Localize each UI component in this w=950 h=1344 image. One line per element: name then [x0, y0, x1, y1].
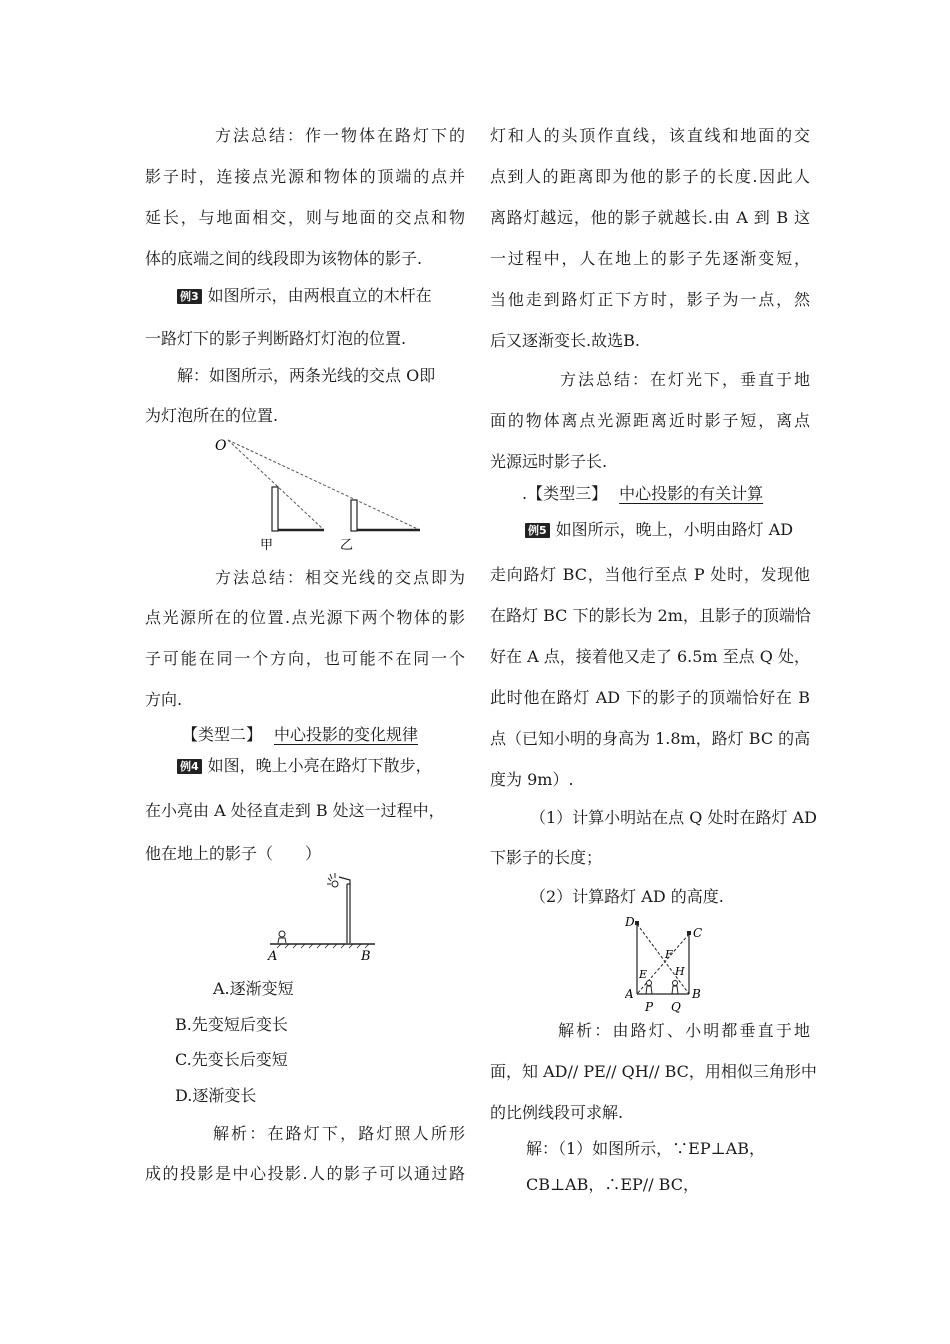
- example-4-line-1: [145, 752, 465, 780]
- example-5-tag: 例5: [525, 523, 550, 538]
- example-5-line-1: [490, 516, 810, 544]
- question-1-line-1: （1）计算小明站在点 Q 处时在路灯 AD: [530, 808, 817, 827]
- point-p-label: P: [645, 1000, 654, 1014]
- person-at-q-icon: [673, 981, 678, 986]
- type-3-heading: [490, 480, 810, 508]
- example-5-line-3: 在路灯 BC 下的影长为 2m，且影子的顶端恰: [490, 606, 811, 625]
- analysis-4-line-4: 点到人的距离即为他的影子的长度.因此人: [490, 167, 810, 186]
- point-c-label: C: [693, 926, 703, 940]
- summary-2-line-4: 方向.: [145, 690, 183, 709]
- summary-3-line-3: 光源远时影子长.: [490, 452, 608, 471]
- lamp-c-icon: [687, 931, 691, 935]
- analysis-4-line-1: 解析：在路灯下，路灯照人所形: [213, 1124, 465, 1143]
- light-point-o-label: O: [215, 438, 227, 454]
- point-b-label-fig3: B: [692, 987, 701, 1001]
- option-d: D.逐渐变长: [175, 1086, 257, 1105]
- example-5-line-2: 走向路灯 BC，当他行至点 P 处时，发现他: [490, 565, 810, 584]
- point-q-label: Q: [671, 1000, 681, 1014]
- point-a-label-fig3: A: [625, 987, 634, 1001]
- lamp-d-icon: [635, 921, 639, 925]
- example-5-line-7: 度为 9m）.: [490, 770, 574, 789]
- pole-yi-label: 乙: [340, 538, 354, 553]
- example-4-text: 如图，晚上小亮在路灯下散步，: [207, 756, 432, 775]
- point-d-label: D: [625, 915, 635, 929]
- type-2-bracket: 【类型二】: [182, 725, 263, 744]
- example-5-line-5: 此时他在路灯 AD 下的影子的顶端恰好在 B: [490, 688, 810, 707]
- pole-jia-label: 甲: [260, 538, 274, 553]
- solution-3-line-1: 解：如图所示，两条光线的交点 O即: [177, 366, 436, 385]
- summary-3-line-2: 面的物体离点光源距离近时影子短，离点: [490, 411, 810, 430]
- example-3-tag: 例3: [177, 289, 202, 304]
- type-3-bracket: .【类型三】: [522, 484, 608, 503]
- example-3-text: 如图所示，由两根直立的木杆在: [207, 286, 432, 305]
- two-lamps-figure: [625, 910, 715, 1022]
- analysis-4-line-5: 离路灯越远，他的影子就越长.由 A 到 B 这: [490, 208, 810, 227]
- option-c: C.先变长后变短: [175, 1050, 288, 1069]
- summary-2-line-1: 方法总结：相交光线的交点即为: [215, 568, 465, 587]
- option-b: B.先变短后变长: [175, 1015, 288, 1034]
- example-3-line-2: 一路灯下的影子判断路灯灯泡的位置.: [145, 329, 407, 348]
- summary-3-line-1: 方法总结：在灯光下，垂直于地: [560, 370, 810, 389]
- pole-jia: [272, 487, 278, 531]
- question-2: （2）计算路灯 AD 的高度.: [530, 887, 724, 906]
- ray-c-to-a: [637, 934, 689, 994]
- example-4-tag: 例4: [177, 759, 202, 774]
- light-ray-2: [228, 440, 420, 530]
- summary-2-line-2: 点光源所在的位置.点光源下两个物体的影: [145, 608, 465, 627]
- point-h-label: H: [675, 965, 685, 978]
- example-5-line-4: 好在 A 点，接着他又走了 6.5m 至点 Q 处，: [490, 647, 810, 666]
- type-2-title: 中心投影的变化规律: [274, 725, 419, 744]
- example-5-line-6: 点（已知小明的身高为 1.8m，路灯 BC 的高: [490, 729, 811, 748]
- analysis-4-line-6: 一过程中，人在地上的影子先逐渐变短，: [490, 249, 810, 268]
- analysis-5-line-1: 解析：由路灯、小明都垂直于地: [558, 1021, 810, 1040]
- summary-1-line-1: 方法总结：作一物体在路灯下的: [215, 126, 465, 145]
- point-f-label: F: [665, 948, 673, 961]
- person-at-p-icon: [647, 981, 652, 986]
- type-3-title: 中心投影的有关计算: [619, 484, 764, 503]
- person-icon: [279, 931, 285, 937]
- ray-d-to-b: [637, 924, 689, 994]
- solution-5-line-1: 解：（1）如图所示，∵EP⊥AB，: [526, 1139, 765, 1158]
- example-4-line-3: 他在地上的影子（ ）: [145, 844, 322, 863]
- analysis-4-line-7: 当他走到路灯正下方时，影子为一点，然: [490, 290, 810, 309]
- analysis-4-line-3: 灯和人的头顶作直线，该直线和地面的交: [490, 126, 810, 145]
- solution-5-line-2: CB⊥AB，∴EP// BC，: [526, 1175, 699, 1194]
- type-2-heading: [145, 721, 465, 749]
- summary-1-line-3: 延长，与地面相交，则与地面的交点和物: [145, 208, 465, 227]
- point-b-label: B: [361, 949, 371, 964]
- example-5-text: 如图所示，晚上，小明由路灯 AD: [555, 520, 794, 539]
- example-4-line-2: 在小亮由 A 处径直走到 B 处这一过程中，: [145, 801, 445, 820]
- summary-1-line-2: 影子时，连接点光源和物体的顶端的点并: [145, 167, 465, 186]
- summary-2-line-3: 子可能在同一个方向，也可能不在同一个: [145, 649, 465, 668]
- pole-yi: [351, 500, 357, 531]
- lamp-bulb-icon: [332, 881, 338, 887]
- point-e-label: E: [639, 968, 648, 981]
- point-a-label: A: [268, 949, 278, 964]
- analysis-4-line-2: 成的投影是中心投影.人的影子可以通过路: [145, 1164, 465, 1183]
- poles-light-figure: [210, 430, 430, 555]
- analysis-5-line-3: 的比例线段可求解.: [490, 1103, 624, 1122]
- street-lamp-figure: [265, 870, 385, 966]
- analysis-4-line-8: 后又逐渐变长.故选B.: [490, 331, 640, 350]
- question-1-line-2: 下影子的长度；: [490, 848, 603, 867]
- option-a: A.逐渐变短: [213, 979, 294, 998]
- solution-3-line-2: 为灯泡所在的位置.: [145, 406, 279, 425]
- example-3-line-1: [145, 282, 465, 310]
- summary-1-line-4: 体的底端之间的线段即为该物体的影子.: [145, 249, 423, 268]
- analysis-5-line-2: 面，知 AD// PE// QH// BC，用相似三角形中: [490, 1062, 817, 1081]
